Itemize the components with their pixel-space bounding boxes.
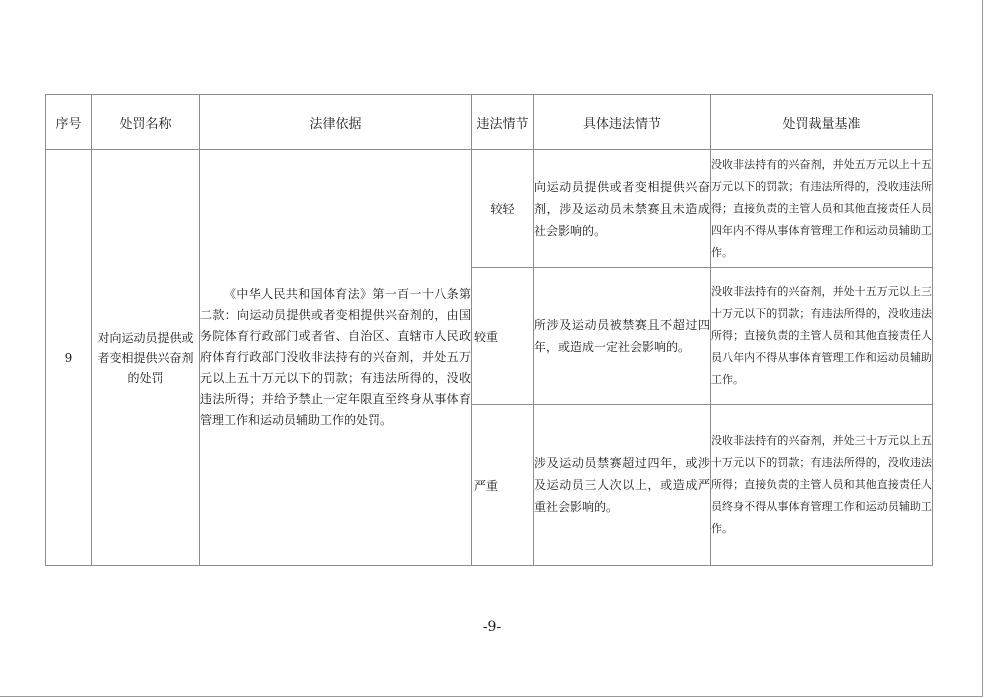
header-standard: 处罚裁量基准 — [711, 95, 933, 150]
header-seq: 序号 — [46, 95, 92, 150]
header-basis: 法律依据 — [200, 95, 472, 150]
table-header-row — [46, 95, 933, 150]
level-serious: 较重 — [472, 268, 534, 405]
detail-minor: 向运动员提供或者变相提供兴奋剂，涉及运动员未禁赛且未造成社会影响的。 — [534, 150, 711, 268]
header-circumstance: 违法情节 — [472, 95, 534, 150]
level-minor: 较轻 — [472, 150, 534, 268]
header-detail: 具体违法情节 — [534, 95, 711, 150]
header-name: 处罚名称 — [92, 95, 200, 150]
penalty-discretion-table — [45, 94, 933, 566]
item-name: 对向运动员提供或者变相提供兴奋剂的处罚 — [92, 150, 200, 566]
standard-serious: 没收非法持有的兴奋剂，并处十五万元以上三十万元以下的罚款；有违法所得的，没收违法所得；直接负责的主管人员和其他直接责任人员八年内不得从事体育管理工作和运动员辅助工作。 — [711, 268, 933, 405]
detail-serious: 所涉及运动员被禁赛且不超过四年，或造成一定社会影响的。 — [534, 268, 711, 405]
standard-severe: 没收非法持有的兴奋剂，并处三十万元以上五十万元以下的罚款；有违法所得的，没收违法所得；直接负责的主管人员和其他直接责任人员终身不得从事体育管理工作和运动员辅助工作。 — [711, 405, 933, 566]
page-number: -9- — [482, 619, 502, 635]
standard-minor: 没收非法持有的兴奋剂，并处五万元以上十五万元以下的罚款；有违法所得的，没收违法所得；直接负责的主管人员和其他直接责任人员四年内不得从事体育管理工作和运动员辅助工作。 — [711, 150, 933, 268]
item-legal-basis: 《中华人民共和国体育法》第一百一十八条第二款：向运动员提供或者变相提供兴奋剂的，由国务院体育行政部门或者省、自治区、直辖市人民政府体育行政部门没收非法持有的兴奋剂，并处五万元以上五十万元以下的罚款；有违法所得的，没收违法所得；并给予禁止一定年限直至终身从事体育管理工作和运动员辅助工作的处罚。 — [200, 150, 472, 566]
detail-severe: 涉及运动员禁赛超过四年，或涉及运动员三人次以上，或造成严重社会影响的。 — [534, 405, 711, 566]
item-seq: 9 — [46, 150, 92, 566]
table-row — [46, 150, 933, 268]
level-severe: 严重 — [472, 405, 534, 566]
